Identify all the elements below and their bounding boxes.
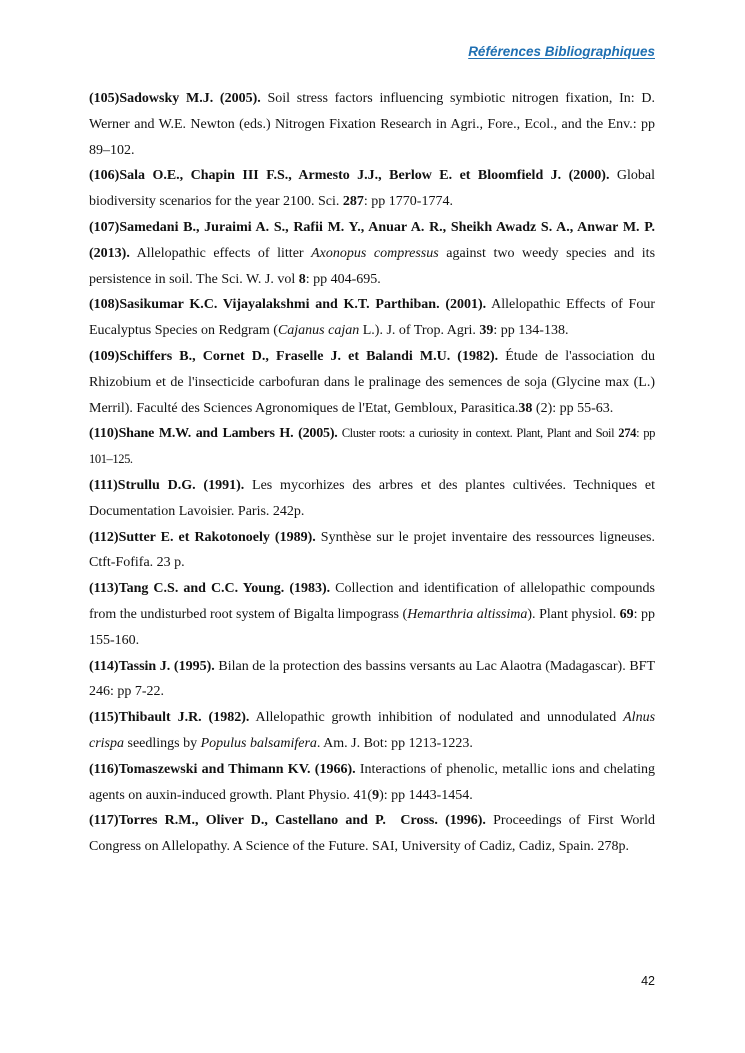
reference-text: Bilan de la protection des bassins versants au Lac Alaotra (Madagascar). BFT 246: pp 7-22. — [89, 658, 656, 700]
reference-num: (116) — [89, 761, 119, 777]
reference-authors: Sala O.E., Chapin III F.S., Armesto J.J., Berlow E. et Bloomfield J. (2000). — [119, 168, 610, 184]
reference-text: . Am. J. Bot: pp 1213-1223. — [316, 735, 473, 751]
reference-species: Hemarthria altissima — [407, 606, 528, 622]
reference-authors: Sadowsky M.J. (2005). — [119, 91, 261, 106]
reference-110 — [89, 421, 655, 473]
reference-species: Cajanus cajan — [277, 323, 360, 339]
reference-text: Global biodiversity scenarios for the year 2100. Sci. — [89, 168, 655, 210]
reference-text: Allelopathic growth inhibition of nodulated and unnodulated — [249, 710, 624, 726]
reference-text: Les mycorhizes des arbres et des plantes cultivées. Techniques et Documentation Lavoisier. Paris. 242p. — [89, 477, 655, 519]
reference-text: Étude de l'association du Rhizobium et de l'insecticide carbofuran dans le pralinage des semences de soja (Glycine max (L.) Merril). Faculté des Sciences Agronomiques de l'Etat, Gembloux, Parasitica. — [89, 348, 655, 416]
reference-text: Allelopathic Effects of Four Eucalyptus Species on Redgram ( — [89, 297, 655, 339]
reference-volume: 287 — [342, 194, 364, 210]
reference-117 — [89, 808, 655, 860]
reference-num: (117) — [89, 813, 119, 829]
reference-num: (113) — [89, 581, 119, 597]
reference-text: L.). J. of Trop. Agri. — [359, 323, 480, 339]
reference-text: Collection and identification of allelopathic compounds from the undisturbed root system of Bigalta limpograss ( — [89, 581, 655, 622]
reference-volume: 69 — [619, 606, 634, 622]
reference-volume: 39 — [479, 323, 494, 339]
reference-volume: 274 — [618, 426, 637, 441]
reference-115 — [89, 705, 655, 757]
reference-species: Populus balsamifera — [200, 735, 317, 751]
reference-authors: Samedani B., Juraimi A. S., Rafii M. Y., Anuar A. R., Sheikh Awadz S. A., Anwar M. P. (2013). — [89, 219, 655, 261]
reference-text: seedlings by — [124, 735, 201, 751]
reference-num: (107) — [89, 219, 120, 235]
reference-species: Alnus crispa — [89, 710, 656, 751]
page-number: 42 — [641, 974, 655, 988]
reference-authors: Strullu D.G. (1991). — [117, 477, 245, 493]
reference-num: (112) — [89, 529, 119, 545]
reference-114 — [89, 654, 655, 706]
reference-num: (108) — [89, 297, 120, 313]
reference-volume: 38 — [518, 400, 533, 416]
reference-text: Allelopathic effects of litter — [129, 245, 312, 261]
reference-issue: 9 — [372, 787, 380, 803]
reference-authors: Sutter E. et Rakotonoely (1989). — [118, 529, 316, 545]
reference-text: Cluster roots: a curiosity in context. Plant, Plant and Soil — [337, 426, 619, 441]
reference-text: ): pp 1443-1454. — [379, 787, 473, 803]
reference-112 — [89, 525, 655, 577]
reference-num: (105) — [89, 91, 120, 106]
reference-text: Proceedings of First World Congress on Allelopathy. A Science of the Future. SAI, University of Cadiz, Cadiz, Spain. 278p. — [89, 813, 655, 855]
reference-num: (106) — [89, 168, 120, 184]
reference-authors: Tang C.S. and C.C. Young. (1983). — [118, 581, 331, 597]
reference-num: (115) — [89, 710, 119, 726]
reference-num: (109) — [89, 348, 120, 364]
reference-authors: Shane M.W. and Lambers H. (2005). — [118, 426, 338, 442]
reference-num: (114) — [89, 658, 119, 674]
reference-111 — [89, 473, 655, 525]
reference-species: Axonopus compressus — [311, 245, 439, 261]
reference-authors: Sasikumar K.C. Vijayalakshmi and K.T. Parthiban. (2001). — [119, 297, 487, 313]
reference-text: : pp 404-695. — [305, 271, 381, 287]
reference-113 — [89, 576, 655, 653]
reference-text: (2): pp 55-63. — [532, 400, 614, 416]
reference-107 — [89, 215, 655, 292]
reference-authors: Tomaszewski and Thimann KV. (1966). — [118, 761, 356, 777]
reference-text: : pp 155-160. — [89, 606, 656, 648]
reference-list — [89, 86, 655, 860]
reference-text: Interactions of phenolic, metallic ions and chelating agents on auxin-induced growth. Plant Physio. 41( — [89, 761, 655, 803]
reference-num: (110) — [89, 426, 119, 442]
reference-text: ). Plant physiol. — [527, 606, 620, 622]
reference-authors: Schiffers B., Cornet D., Fraselle J. et Balandi M.U. (1982). — [119, 348, 499, 364]
reference-text: : pp 1770-1774. — [363, 194, 453, 210]
reference-text: Synthèse sur le projet inventaire des ressources ligneuses. Ctft-Fofifa. 23 p. — [89, 529, 655, 571]
reference-text: : pp 101–125. — [89, 426, 655, 467]
reference-volume: 8 — [298, 271, 306, 287]
reference-authors: Torres R.M., Oliver D., Castellano and P. Cross. (1996). — [118, 813, 486, 829]
reference-106 — [89, 163, 655, 215]
reference-116 — [89, 757, 655, 809]
reference-num: (111) — [89, 477, 118, 493]
page-header-title: Références Bibliographiques — [468, 44, 655, 59]
reference-text: Soil stress factors influencing symbiotic nitrogen fixation, In: D. Werner and W.E. Newton (eds.) Nitrogen Fixation Research in Agri., Fore., Ecol., and the Env.: pp 89–102. — [89, 91, 655, 158]
reference-109 — [89, 344, 655, 421]
reference-105 — [89, 86, 655, 163]
reference-authors: Tassin J. (1995). — [118, 658, 215, 674]
reference-text: : pp 134-138. — [493, 323, 569, 339]
reference-108 — [89, 292, 655, 344]
reference-text: against two weedy species and its persistence in soil. The Sci. W. J. vol — [89, 245, 656, 287]
reference-authors: Thibault J.R. (1982). — [118, 710, 250, 726]
